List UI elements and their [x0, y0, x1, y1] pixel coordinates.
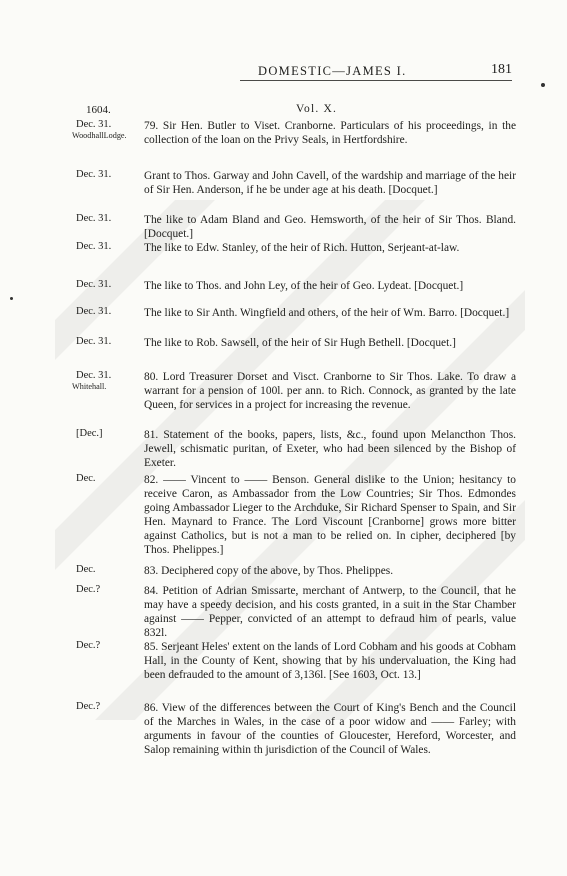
entry-date: Dec.? [76, 701, 101, 712]
year-heading: 1604. [86, 104, 111, 116]
entry-date [72, 370, 142, 392]
running-title: DOMESTIC—JAMES I. [258, 64, 407, 78]
date-text: Dec. 31. [76, 370, 112, 381]
entry-text: 81. Statement of the books, papers, lists, &c., found upon Melancthon Thos. Jewell, schismatic puritan, of Exeter, who had been silenced by the Bishop of Exeter. [144, 429, 516, 469]
date-text: Dec. 31. [76, 119, 112, 130]
entry-text: The like to Thos. and John Ley, of the heir of Geo. Lydeat. [Docquet.] [144, 280, 464, 292]
entry-text: The like to Rob. Sawsell, of the heir of Sir Hugh Bethell. [Docquet.] [144, 337, 456, 349]
entry-text: 82. —— Vincent to —— Benson. General dislike to the Union; hesitancy to receive Caron, as Ambassador from the Low Countries; Sir Thos. Edmondes going Ambassador Lieger to the Archduke, Sir Richard Spenser to Spain, and Sir Hen. Maynard to France. The Lord Viscount [Cranborne] grows more bitter against Catholics, but is not a man to be relied on. In cipher, deciphered [by Thos. Phelippes.] [144, 474, 516, 556]
page-number: 181 [491, 62, 512, 77]
entry-text: 79. Sir Hen. Butler to Viset. Cranborne. Particulars of his proceedings, in the collection of the loan on the Privy Seals, in Hertfordshire. [144, 120, 516, 146]
entry-text: Grant to Thos. Garway and John Cavell, of the wardship and marriage of the heir of Sir Hen. Anderson, if he be under age at his death. [Docquet.] [144, 170, 516, 196]
entry-text: The like to Adam Bland and Geo. Hemsworth, of the heir of Sir Thos. Bland. [Docquet.] [144, 214, 516, 240]
entry-date: Dec.? [76, 640, 101, 651]
entry-date: Dec. 31. [76, 336, 112, 347]
entry-date: Dec. 31. [76, 169, 112, 180]
entry-date: [Dec.] [76, 428, 103, 439]
entry-text: 85. Serjeant Heles' extent on the lands of Lord Cobham and his goods at Cobham Hall, in the County of Kent, showing that by his undervaluation, the King had been defrauded to the amount of 3,136l. [See 1603, Oct. 13.] [144, 641, 516, 681]
entry-text: 84. Petition of Adrian Smissarte, merchant of Antwerp, to the Council, that he may have a speedy decision, and his costs granted, in a suit in the Star Chamber against —— Pepper, convicted of an attempt to defraud him of pearls, value 832l. [144, 585, 516, 639]
entry-date: Dec. 31. [76, 241, 112, 252]
entry-text: 80. Lord Treasurer Dorset and Visct. Cranborne to Sir Thos. Lake. To draw a warrant for a pension of 100l. per ann. to Rich. Connock, as granted by the late Queen, for services in a project for increasing the revenue. [144, 371, 516, 411]
ink-speck [10, 297, 13, 300]
entry-text: 83. Deciphered copy of the above, by Thos. Phelippes. [144, 565, 394, 577]
entry-date: Dec. 31. [76, 213, 112, 224]
entry-text: The like to Edw. Stanley, of the heir of Rich. Hutton, Serjeant-at-law. [144, 242, 460, 254]
ink-speck [541, 83, 545, 87]
entry-date: Dec. [76, 473, 96, 484]
entry-date: Dec.? [76, 584, 101, 595]
entry-text: The like to Sir Anth. Wingfield and others, of the heir of Wm. Barro. [Docquet.] [144, 307, 510, 319]
entry-date: Dec. 31. [76, 279, 112, 290]
entry-place: WoodhallLodge. [72, 131, 127, 140]
running-head [240, 62, 512, 81]
entry-date: Dec. [76, 564, 96, 575]
entry-place: Whitehall. [72, 382, 107, 391]
entry-date [72, 119, 142, 141]
entry-date: Dec. 31. [76, 306, 112, 317]
volume-heading: Vol. X. [296, 103, 338, 115]
entry-text: 86. View of the differences between the Court of King's Bench and the Council of the Marches in Wales, in the case of a poor widow and —— Farley; with arguments in favour of the counties of Gloucester, Hereford, Worcester, and Salop remaining within th jurisdiction of the Council of Wales. [144, 702, 516, 756]
